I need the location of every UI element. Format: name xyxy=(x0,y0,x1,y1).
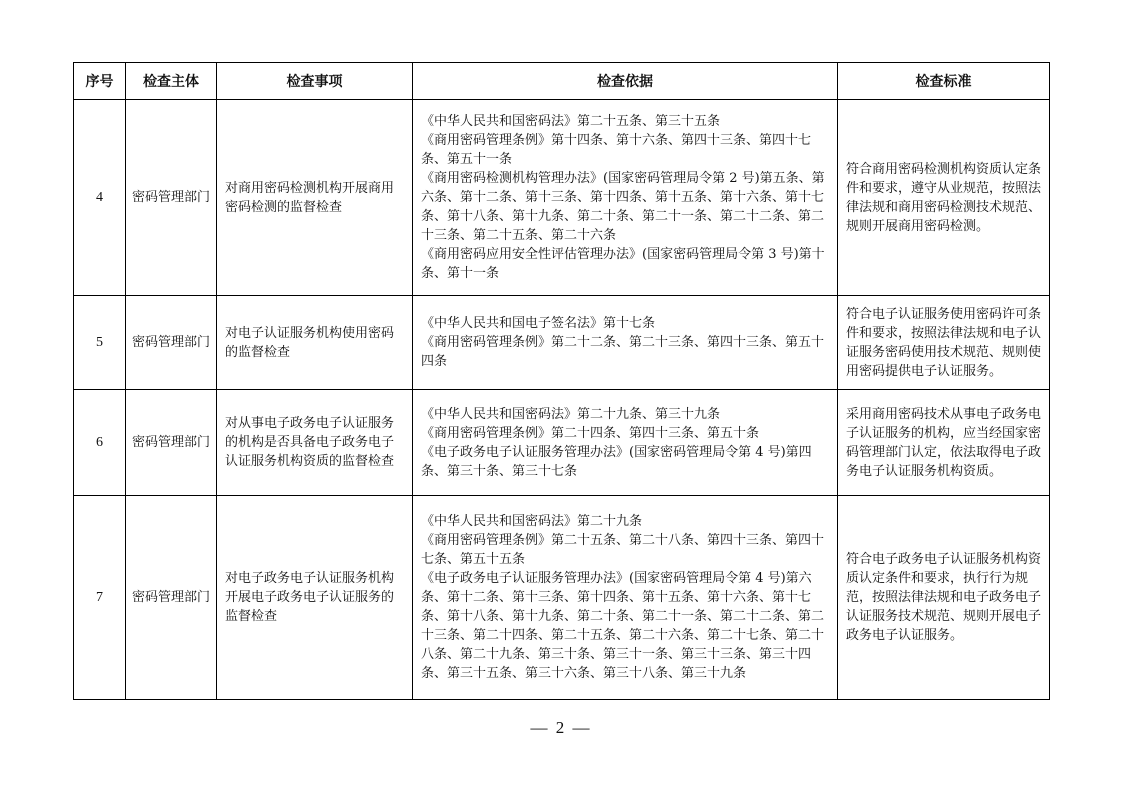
page-number: — 2 — xyxy=(530,718,592,737)
basis-line: 《电子政务电子认证服务管理办法》(国家密码管理局令第 4 号)第四条、第三十条、第三十七条 xyxy=(421,444,812,479)
header-item: 检查事项 xyxy=(217,63,413,100)
row-subject: 密码管理部门 xyxy=(126,296,217,390)
row-basis xyxy=(413,100,838,296)
basis-line: 《商用密码应用安全性评估管理办法》(国家密码管理局令第 3 号)第十条、第十一条 xyxy=(421,247,825,281)
basis-line: 《中华人民共和国密码法》第二十九条、第三十九条 xyxy=(421,406,721,422)
row-number: 4 xyxy=(74,100,126,296)
row-subject: 密码管理部门 xyxy=(126,390,217,496)
basis-line: 《中华人民共和国电子签名法》第十七条 xyxy=(421,316,656,331)
row-item: 对电子认证服务机构使用密码的监督检查 xyxy=(217,296,413,390)
table-row xyxy=(74,296,1050,390)
row-basis xyxy=(413,296,838,390)
row-basis xyxy=(413,496,838,700)
basis-line: 《商用密码管理条例》第二十四条、第四十三条、第五十条 xyxy=(421,425,760,441)
table-row xyxy=(74,496,1050,700)
table-row xyxy=(74,100,1050,296)
inspection-table xyxy=(73,62,1050,700)
basis-line: 《电子政务电子认证服务管理办法》(国家密码管理局令第 4 号)第六条、第十二条、第十三条、第十四条、第十五条、第十六条、第十七条、第十八条、第十九条、第二十条、第二十一条、第二十二条、第二十三条、第二十四条、第二十五条、第二十六条、第二十七条、第二十八条、第二十九条、第三十条、第三十一条、第三十三条、第三十四条、第三十五条、第三十六条、第三十八条、第三十九条 xyxy=(421,571,825,681)
basis-line: 《商用密码检测机构管理办法》(国家密码管理局令第 2 号)第五条、第六条、第十二条、第十三条、第十四条、第十五条、第十六条、第十七条、第十八条、第十九条、第二十条、第二十一条、第二十二条、第二十三条、第二十五条、第二十六条 xyxy=(421,171,825,243)
basis-line: 《商用密码管理条例》第十四条、第十六条、第四十三条、第四十七条、第五十一条 xyxy=(421,133,812,167)
row-number: 7 xyxy=(74,496,126,700)
header-no: 序号 xyxy=(74,63,126,100)
row-standard: 符合电子政务电子认证服务机构资质认定条件和要求，执行行为规范，按照法律法规和电子政务电子认证服务技术规范、规则开展电子政务电子认证服务。 xyxy=(838,496,1050,700)
table-row xyxy=(74,390,1050,496)
row-item: 对从事电子政务电子认证服务的机构是否具备电子政务电子认证服务机构资质的监督检查 xyxy=(217,390,413,496)
table-header-row xyxy=(74,63,1050,100)
row-standard: 符合商用密码检测机构资质认定条件和要求，遵守从业规范，按照法律法规和商用密码检测技术规范、规则开展商用密码检测。 xyxy=(838,100,1050,296)
basis-line: 《商用密码管理条例》第二十二条、第二十三条、第四十三条、第五十四条 xyxy=(421,335,825,369)
basis-line: 《商用密码管理条例》第二十五条、第二十八条、第四十三条、第四十七条、第五十五条 xyxy=(421,533,825,567)
row-item: 对商用密码检测机构开展商用密码检测的监督检查 xyxy=(217,100,413,296)
header-subject: 检查主体 xyxy=(126,63,217,100)
basis-line: 《中华人民共和国密码法》第二十九条 xyxy=(421,514,643,529)
row-subject: 密码管理部门 xyxy=(126,100,217,296)
row-standard: 采用商用密码技术从事电子政务电子认证服务的机构，应当经国家密码管理部门认定，依法取得电子政务电子认证服务机构资质。 xyxy=(838,390,1050,496)
row-item: 对电子政务电子认证服务机构开展电子政务电子认证服务的监督检查 xyxy=(217,496,413,700)
row-number: 6 xyxy=(74,390,126,496)
header-basis: 检查依据 xyxy=(413,63,838,100)
row-basis xyxy=(413,390,838,496)
row-standard: 符合电子认证服务使用密码许可条件和要求，按照法律法规和电子认证服务密码使用技术规范、规则使用密码提供电子认证服务。 xyxy=(838,296,1050,390)
row-subject: 密码管理部门 xyxy=(126,496,217,700)
row-number: 5 xyxy=(74,296,126,390)
basis-line: 《中华人民共和国密码法》第二十五条、第三十五条 xyxy=(421,114,721,129)
header-standard: 检查标准 xyxy=(838,63,1050,100)
